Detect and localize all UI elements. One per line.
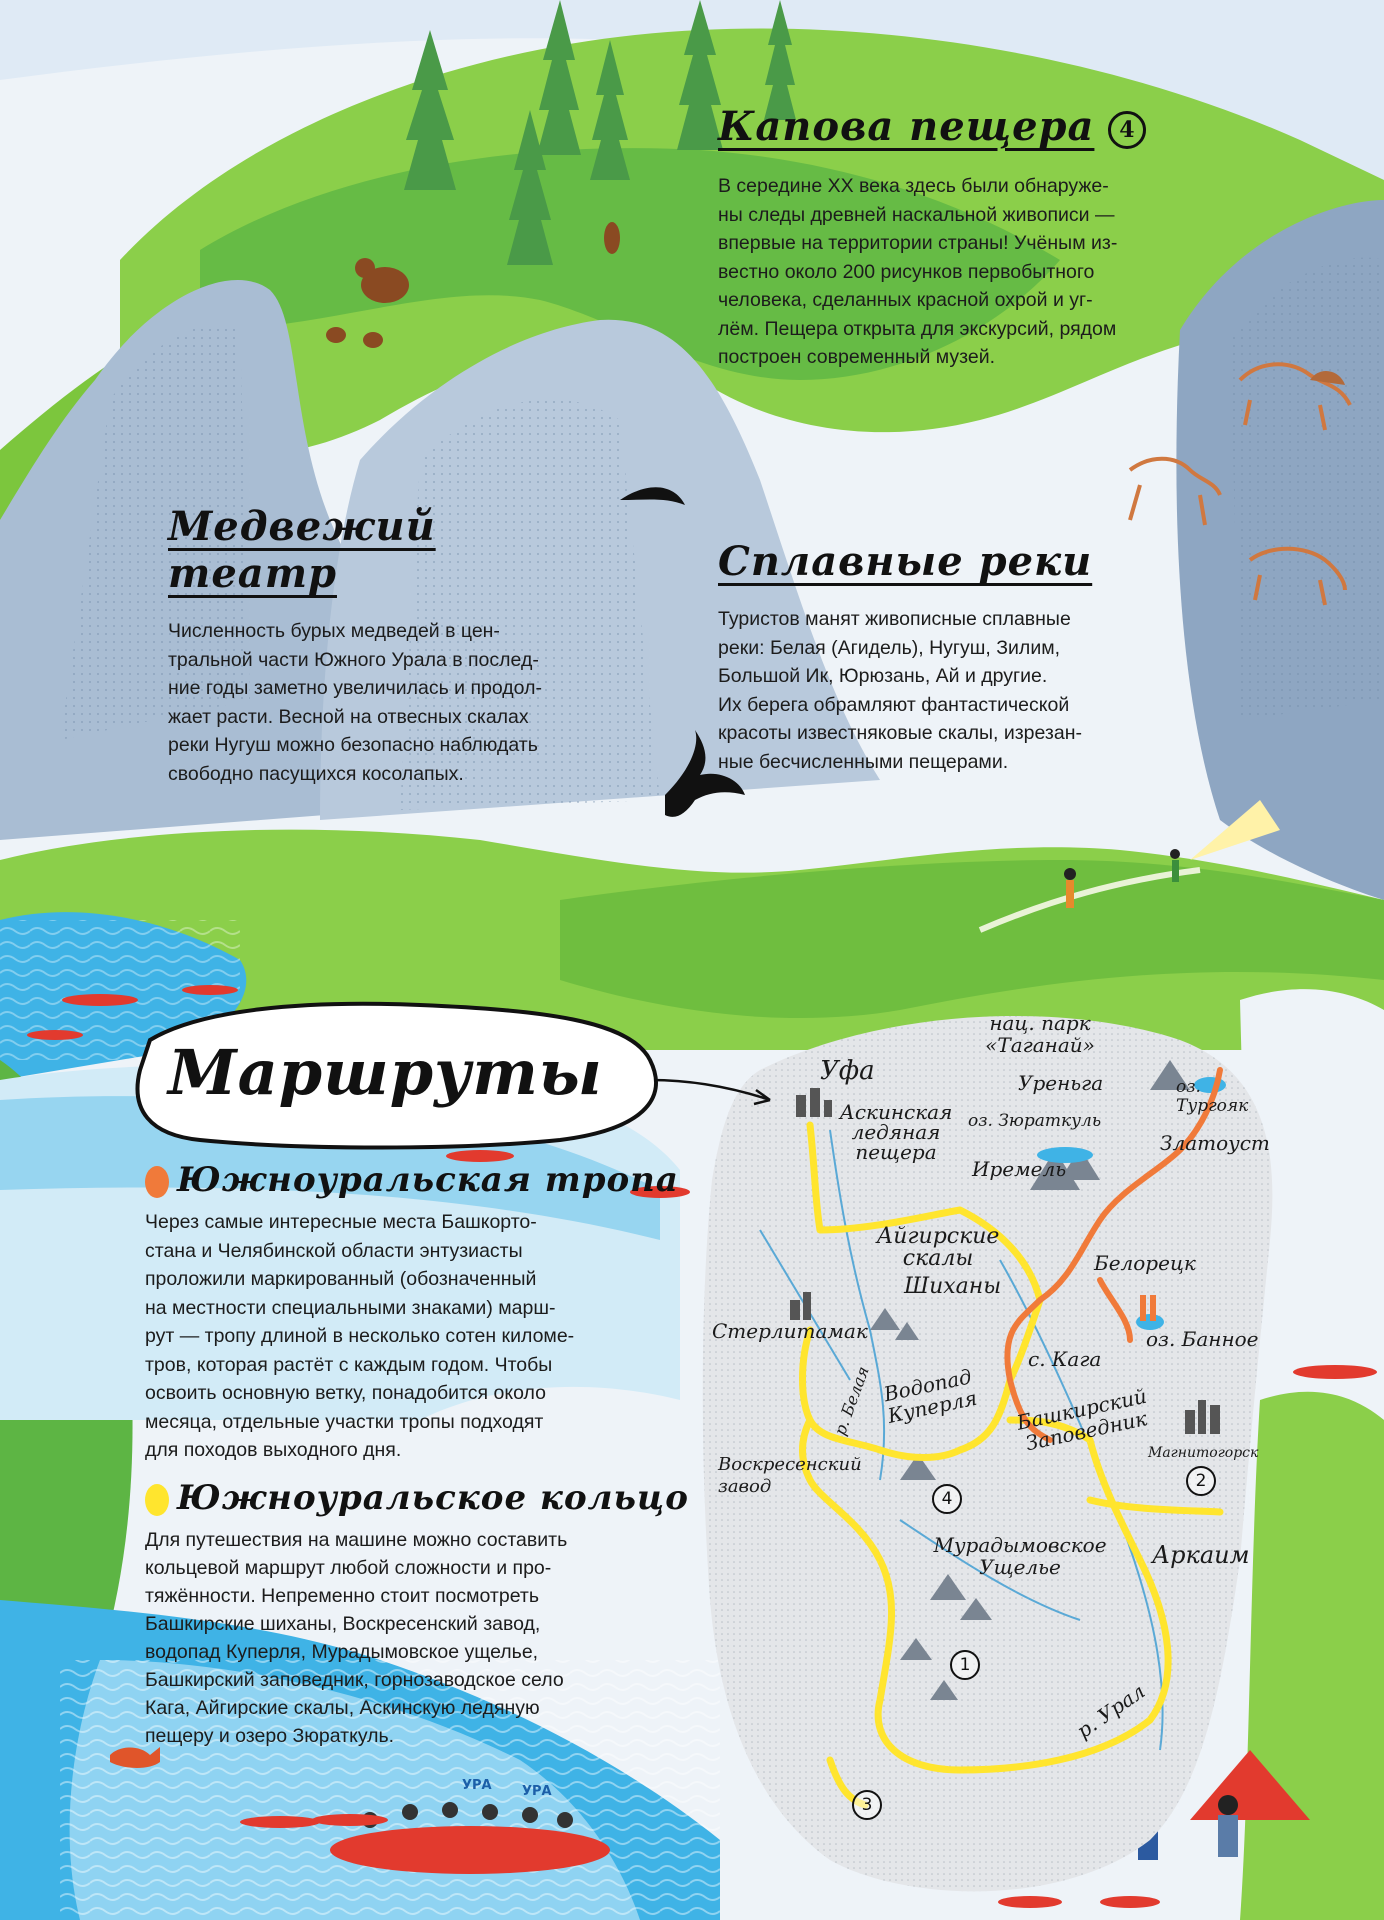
map-label-zlatoust: Златоуст	[1160, 1131, 1270, 1155]
map-marker-4: 4	[932, 1484, 962, 1514]
rivers-section	[718, 538, 1168, 776]
trail-title: Южноуральская тропа	[145, 1160, 655, 1200]
orange-bullet	[145, 1166, 169, 1198]
map-label-aygir: Айгирские скалы	[876, 1224, 1000, 1271]
map-label-muradym: Мурадымовское Ущелье	[933, 1533, 1107, 1579]
bear-theatre-section	[168, 503, 608, 788]
bear-theatre-title: Медвежий театр	[168, 503, 436, 597]
rivers-text: Туристов манят живописные сплавные реки: Белая (Агидель), Нугуш, Зилим, Большой Ик, Юрюзань, Ай и другие. Их берега обрамляют фантастической красоты известняковые скалы, изрезан- ные бесчисленными пещерами.	[718, 608, 1082, 773]
ring-title: Южноуральское кольцо	[145, 1478, 655, 1518]
map-label-taganay: нац. парк «Таганай»	[985, 1011, 1095, 1057]
raft	[330, 1826, 610, 1874]
map-label-beloretsk: Белорецк	[1094, 1251, 1196, 1275]
ring-section	[145, 1478, 689, 1750]
raft-cheer-2: УРА	[522, 1784, 552, 1799]
map-label-magnitogorsk: Магнитогорск	[1148, 1445, 1259, 1461]
map-label-ufa: Уфа	[820, 1056, 875, 1086]
map-label-turgoyak: оз. Тургояк	[1176, 1077, 1249, 1116]
trail-section	[145, 1160, 679, 1465]
map-label-arkaim: Аркаим	[1152, 1541, 1250, 1569]
kapova-text: В середине XX века здесь были обнаруже- ны следы древней наскальной живописи — впервые на территории страны! Учёным из- вестно около 200 рисунков первобытного человека, сделанных красной охрой и уг- лём. Пещера открыта для экскурсий, рядом построен современный музей.	[718, 175, 1118, 368]
map-label-shikhany: Шиханы	[904, 1274, 1002, 1299]
kapova-badge: 4	[1108, 111, 1146, 149]
map-label-askinskaya: Аскинская ледяная пещера	[839, 1100, 953, 1164]
kapova-title: Капова пещера 4	[718, 103, 1178, 150]
map-label-voskresensky: Воскресенский завод	[718, 1454, 862, 1497]
map-label-bannoe: оз. Банное	[1146, 1327, 1259, 1351]
map-marker-2: 2	[1186, 1466, 1216, 1496]
trail-text: Через самые интересные места Башкорто- стана и Челябинской области энтузиасты проложили маркированный (обозначенный на местности специальными знаками) марш- рут — тропу длиной в несколько сотен киломе- тров, которая растёт с каждым годом. Чтобы освоить основную ветку, понадобится около месяца, отдельные участки тропы подходят для походов выходного дня.	[145, 1211, 575, 1461]
yellow-bullet	[145, 1484, 169, 1516]
map-label-kaga: с. Кага	[1028, 1347, 1102, 1371]
map-label-urenga: Уреньга	[1018, 1071, 1104, 1095]
bear-theatre-text: Численность бурых медведей в цен- тральной части Южного Урала в послед- ние годы заметно увеличилась и продол- жает расти. Весной на отвесных скалах реки Нугуш можно безопасно наблюдать свободно пасущихся косолапых.	[168, 620, 542, 785]
rivers-title: Сплавные реки	[718, 538, 1093, 585]
raft-cheer-1: УРА	[462, 1778, 492, 1793]
kapova-section	[718, 103, 1178, 372]
map-label-kuperlya: Водопад Куперля	[881, 1364, 980, 1428]
map-label-sterlitamak: Стерлитамак	[712, 1319, 868, 1343]
map-label-reserve: Башкирский Заповедник	[1014, 1383, 1150, 1456]
map-label-belaya: р. Белая	[830, 1363, 873, 1438]
map-label-ural: р. Урал	[1072, 1678, 1150, 1744]
routes-title: Маршруты	[168, 1036, 603, 1109]
map-label-iremel: Иремель	[972, 1157, 1067, 1181]
ring-text: Для путешествия на машине можно составить кольцевой маршрут любой сложности и про- тяжённости. Непременно стоит посмотреть Башкирские шиханы, Воскресенский завод, водопад Куперля, Мурадымовское ущелье, Башкирский заповедник, горнозаводское село Кага, Айгирские скалы, Аскинскую ледяную пещеру и озеро Зюраткуль.	[145, 1529, 568, 1747]
map-marker-3: 3	[852, 1790, 882, 1820]
map-marker-1: 1	[950, 1650, 980, 1680]
map-label-zyuratkul: оз. Зюраткуль	[968, 1111, 1102, 1131]
